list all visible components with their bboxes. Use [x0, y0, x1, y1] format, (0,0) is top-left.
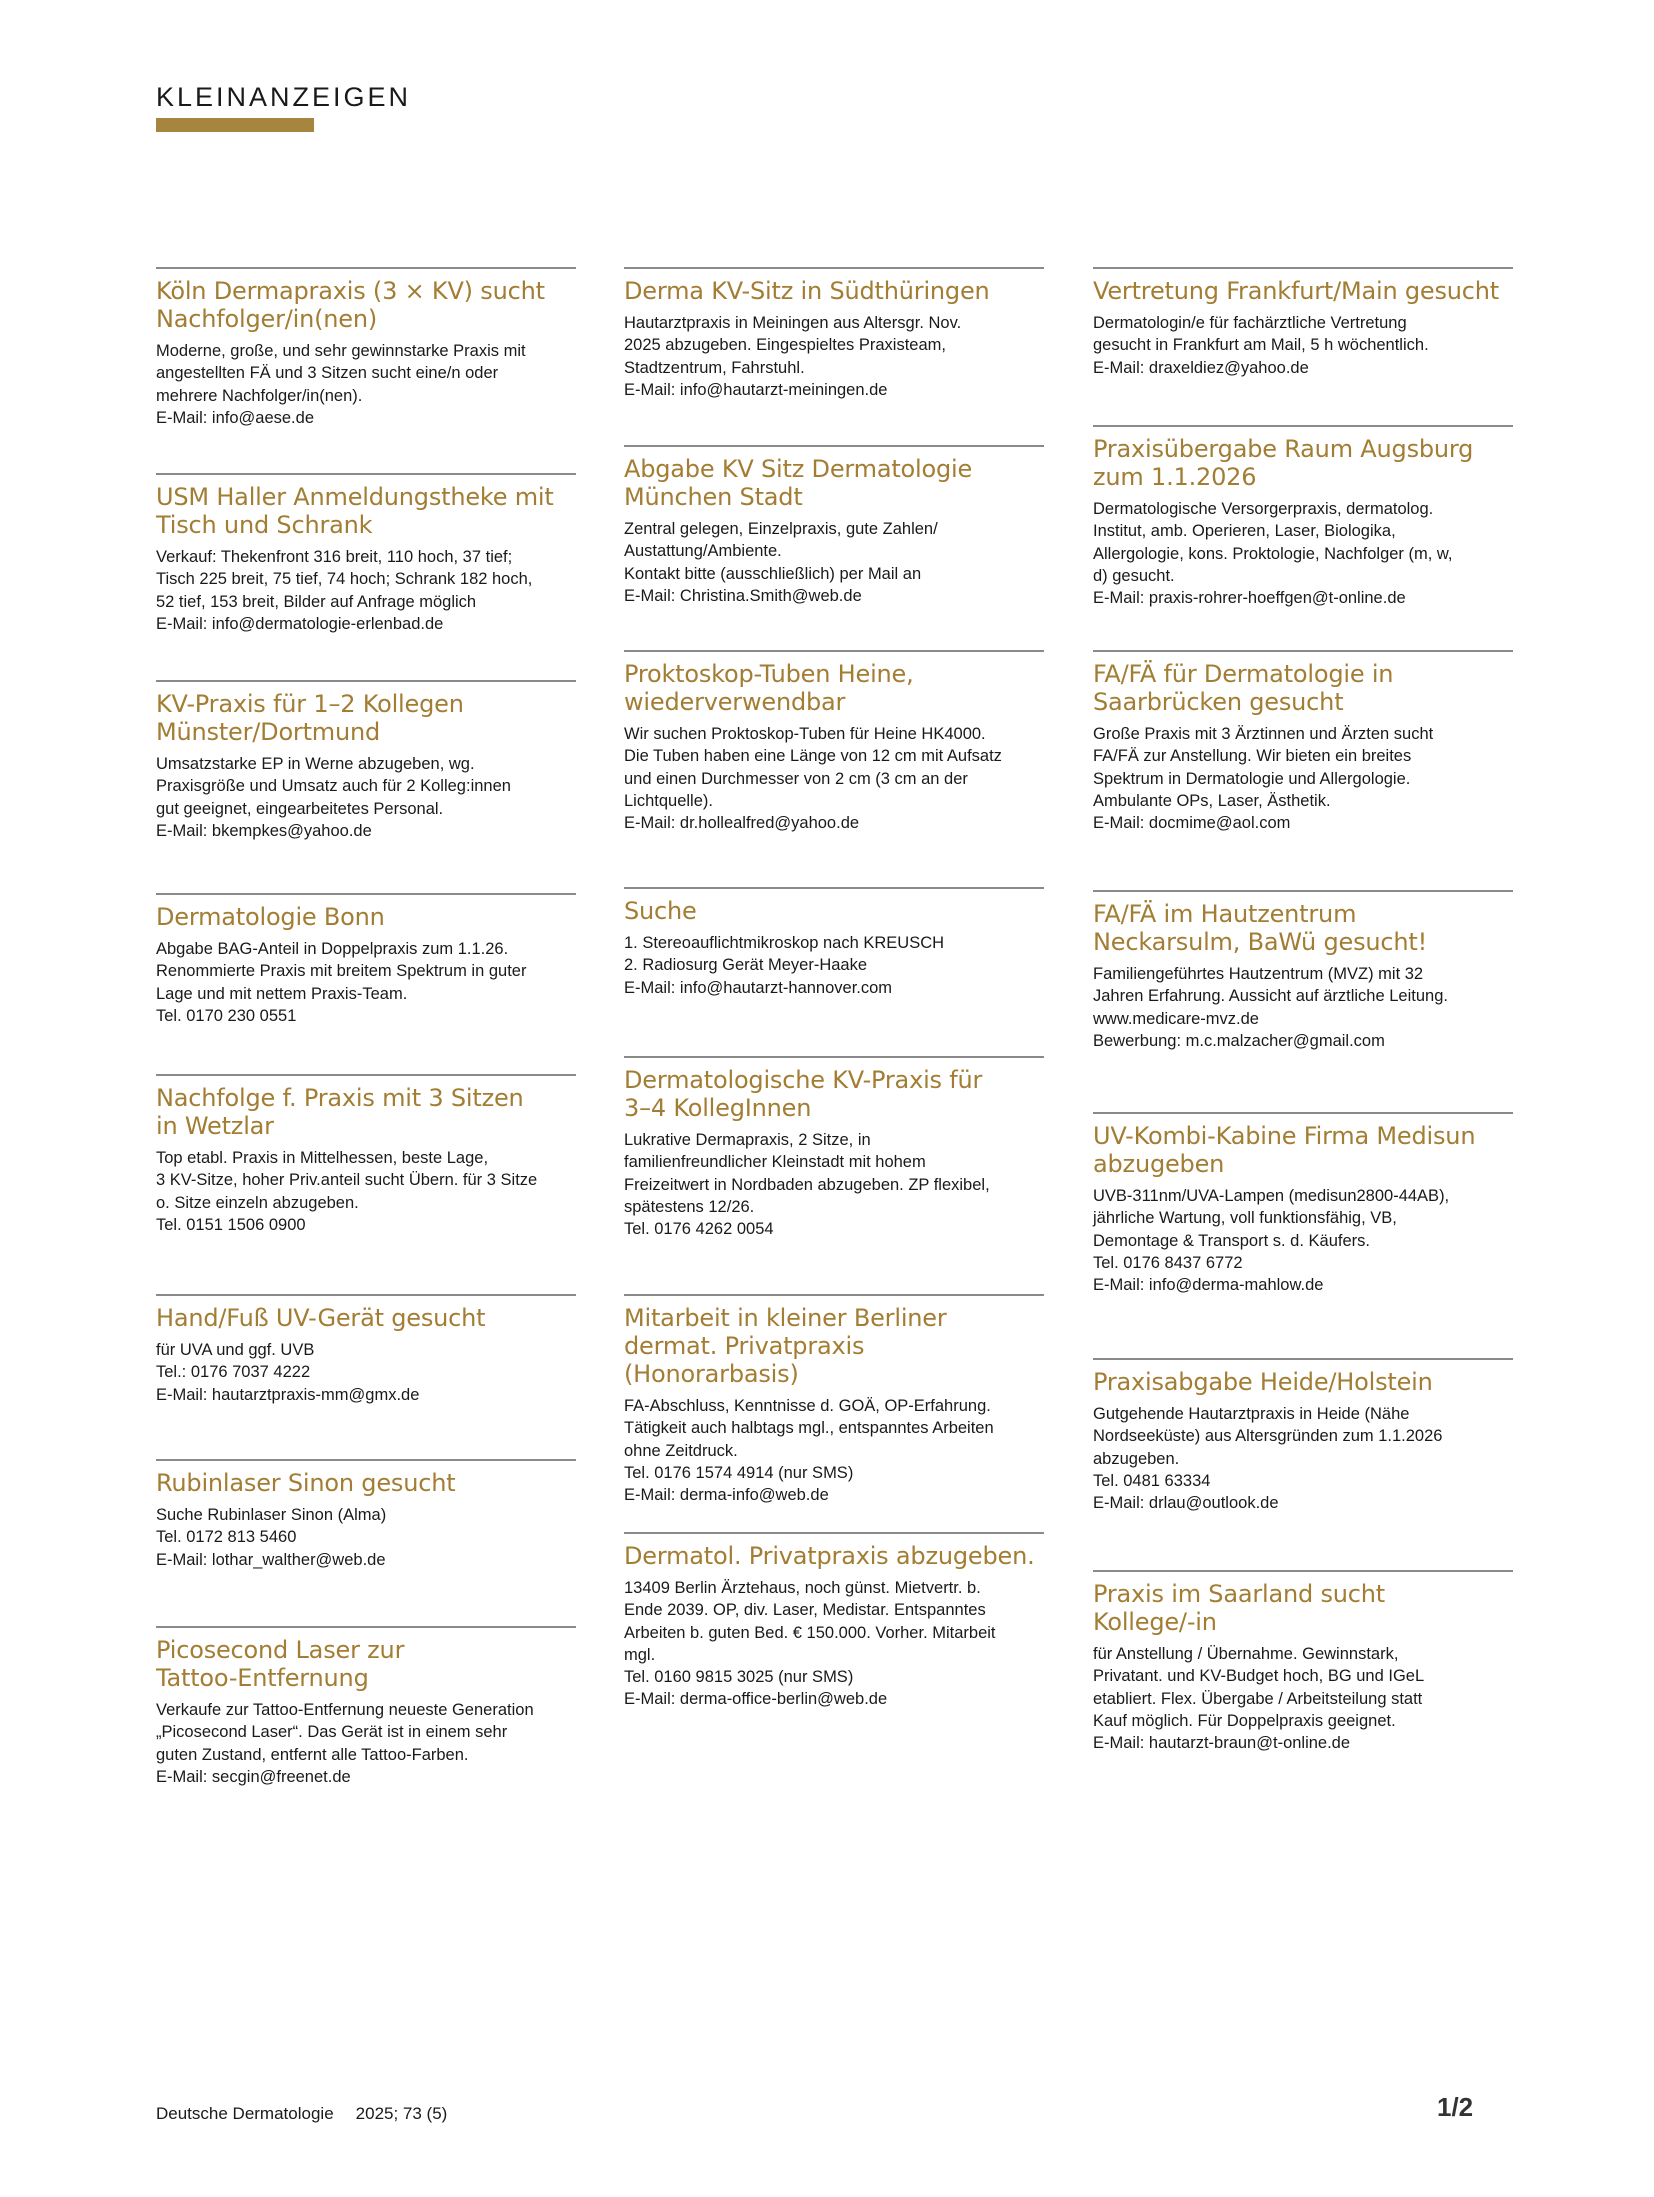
- section-title: KLEINANZEIGEN: [156, 82, 412, 112]
- classified-ad: [624, 445, 1044, 607]
- ad-body-line: Stadtzentrum, Fahrstuhl.: [624, 358, 805, 377]
- ad-title-line: Tattoo-Entfernung: [156, 1664, 369, 1692]
- ad-body: [1093, 312, 1513, 379]
- classified-ad: [156, 680, 576, 842]
- footer-journal: Deutsche Dermatologie: [156, 2104, 334, 2123]
- ad-body-line: abzugeben.: [1093, 1449, 1180, 1468]
- classified-ad: [1093, 1358, 1513, 1514]
- ad-title-line: Köln Dermapraxis (3 × KV) sucht: [156, 277, 545, 305]
- ad-body-line: für UVA und ggf. UVB: [156, 1341, 315, 1359]
- classified-ad: [624, 1056, 1044, 1240]
- ad-body-line: Große Praxis mit 3 Ärztinnen und Ärzten sucht: [1093, 725, 1434, 743]
- ad-contact-line: Tel. 0151 1506 0900: [156, 1215, 306, 1234]
- ad-body-line: Tätigkeit auch halbtags mgl., entspanntes Arbeiten: [624, 1419, 994, 1438]
- ad-title: [156, 277, 576, 333]
- ad-title-line: Suche: [624, 897, 697, 925]
- ad-body: [156, 938, 576, 1027]
- ad-title-line: Kollege/-in: [1093, 1608, 1217, 1636]
- ad-contact-line: Tel. 0170 230 0551: [156, 1006, 297, 1025]
- ad-body-line: ohne Zeitdruck.: [624, 1441, 738, 1460]
- ad-title: [1093, 1368, 1513, 1396]
- ad-title-line: Münster/Dortmund: [156, 718, 381, 746]
- ad-contact-line: E-Mail: lothar_walther@web.de: [156, 1550, 386, 1569]
- ad-title-line: 3–4 KollegInnen: [624, 1094, 812, 1122]
- ad-title-line: USM Haller Anmeldungstheke mit: [156, 483, 554, 511]
- ad-body-line: Jahren Erfahrung. Aussicht auf ärztliche Leitung.: [1093, 987, 1448, 1006]
- ad-contact-line: Tel.: 0176 7037 4222: [156, 1363, 311, 1382]
- ad-body-line: Suche Rubinlaser Sinon (Alma): [156, 1506, 387, 1524]
- ad-body-line: FA-Abschluss, Kenntnisse d. GOÄ, OP-Erfahrung.: [624, 1397, 991, 1415]
- ad-body-line: Verkaufe zur Tattoo-Entfernung neueste Generation: [156, 1701, 534, 1719]
- ad-body: [156, 546, 576, 635]
- ad-body: [624, 1395, 1044, 1506]
- ad-title: [1093, 277, 1513, 305]
- ad-body-line: UVB-311nm/UVA-Lampen (medisun2800-44AB),: [1093, 1187, 1450, 1205]
- ad-body-line: Die Tuben haben eine Länge von 12 cm mit Aufsatz: [624, 747, 1002, 766]
- ad-contact-line: E-Mail: draxeldiez@yahoo.de: [1093, 358, 1309, 377]
- ad-contact-line: E-Mail: derma-info@web.de: [624, 1486, 829, 1505]
- ad-body-line: Nordseeküste) aus Altersgründen zum 1.1.2026: [1093, 1427, 1443, 1446]
- ad-body-line: angestellten FÄ und 3 Sitzen sucht eine/n oder: [156, 364, 499, 383]
- ad-contact-line: E-Mail: docmime@aol.com: [1093, 814, 1291, 833]
- ad-body-line: Ende 2039. OP, div. Laser, Medistar. Entspanntes: [624, 1601, 986, 1620]
- classified-ad: [1093, 1570, 1513, 1754]
- ad-title-line: abzugeben: [1093, 1150, 1225, 1178]
- ad-body: [624, 518, 1044, 607]
- ad-title: [156, 1469, 576, 1497]
- classified-ad: [1093, 425, 1513, 609]
- ad-body-line: Zentral gelegen, Einzelpraxis, gute Zahlen/: [624, 520, 938, 538]
- ad-title-line: UV-Kombi-Kabine Firma Medisun: [1093, 1122, 1476, 1150]
- ad-title-line: Vertretung Frankfurt/Main gesucht: [1093, 277, 1500, 305]
- ad-body-line: Verkauf: Thekenfront 316 breit, 110 hoch, 37 tief;: [156, 548, 513, 566]
- ad-contact-line: www.medicare-mvz.de: [1093, 1009, 1259, 1028]
- ad-body-line: und einen Durchmesser von 2 cm (3 cm an der: [624, 769, 968, 788]
- classified-ad: [156, 893, 576, 1027]
- ad-contact-line: E-Mail: bkempkes@yahoo.de: [156, 821, 372, 840]
- ad-title: [156, 1304, 576, 1332]
- ad-body-line: Renommierte Praxis mit breitem Spektrum in guter: [156, 962, 527, 981]
- ad-body: [624, 1129, 1044, 1240]
- ad-body-line: Spektrum in Dermatologie und Allergologie.: [1093, 769, 1411, 788]
- ad-body-line: Kontakt bitte (ausschließlich) per Mail an: [624, 564, 922, 583]
- ad-title-line: Derma KV-Sitz in Südthüringen: [624, 277, 990, 305]
- classified-ad: [1093, 650, 1513, 834]
- ad-body-line: Arbeiten b. guten Bed. € 150.000. Vorher. Mitarbeit: [624, 1623, 996, 1642]
- ad-title: [156, 1084, 576, 1140]
- ad-contact-line: Tel. 0160 9815 3025 (nur SMS): [624, 1668, 854, 1687]
- ad-title: [624, 1542, 1044, 1570]
- ad-body-line: Privatant. und KV-Budget hoch, BG und IGeL: [1093, 1667, 1425, 1686]
- ad-body: [156, 1147, 576, 1236]
- ad-contact-line: Tel. 0176 1574 4914 (nur SMS): [624, 1463, 854, 1482]
- ad-body-line: mehrere Nachfolger/in(nen).: [156, 386, 363, 405]
- ad-title: [624, 897, 1044, 925]
- ad-title: [156, 690, 576, 746]
- ad-body: [156, 753, 576, 842]
- ad-contact-line: Tel. 0176 8437 6772: [1093, 1253, 1243, 1272]
- ad-body-line: Kauf möglich. Für Doppelpraxis geeignet.: [1093, 1711, 1396, 1730]
- ad-body-line: Dermatologische Versorgerpraxis, dermatolog.: [1093, 500, 1434, 518]
- ad-title-line: Nachfolger/in(nen): [156, 305, 378, 333]
- ad-body-line: gut geeignet, eingearbeitetes Personal.: [156, 799, 444, 818]
- classified-ad: [156, 473, 576, 635]
- ad-contact-line: E-Mail: hautarzt-braun@t-online.de: [1093, 1734, 1351, 1753]
- ad-title: [624, 277, 1044, 305]
- ad-contact-line: E-Mail: dr.hollealfred@yahoo.de: [624, 814, 860, 833]
- ad-body: [156, 340, 576, 429]
- ad-title: [624, 1066, 1044, 1122]
- ad-body-line: Demontage & Transport s. d. Käufers.: [1093, 1231, 1370, 1250]
- ad-body-line: Familiengeführtes Hautzentrum (MVZ) mit 32: [1093, 965, 1424, 983]
- ad-body: [1093, 1403, 1513, 1514]
- ad-title-line: Mitarbeit in kleiner Berliner: [624, 1304, 947, 1332]
- ad-body-line: 52 tief, 153 breit, Bilder auf Anfrage möglich: [156, 592, 477, 611]
- ad-title-line: Rubinlaser Sinon gesucht: [156, 1469, 456, 1497]
- ad-body-line: Wir suchen Proktoskop-Tuben für Heine HK4000.: [624, 725, 986, 743]
- classified-ad: [624, 1294, 1044, 1506]
- ad-title-line: KV-Praxis für 1–2 Kollegen: [156, 690, 464, 718]
- ad-body-line: Umsatzstarke EP in Werne abzugeben, wg.: [156, 755, 475, 773]
- ad-body: [624, 932, 1044, 999]
- ad-contact-line: E-Mail: info@aese.de: [156, 408, 314, 427]
- ad-title-line: Dermatologische KV-Praxis für: [624, 1066, 983, 1094]
- ad-body-line: Tisch 225 breit, 75 tief, 74 hoch; Schrank 182 hoch,: [156, 570, 533, 589]
- ad-body-line: jährliche Wartung, voll funktionsfähig, VB,: [1093, 1209, 1397, 1228]
- ad-body-line: mgl.: [624, 1645, 656, 1664]
- ad-body: [1093, 498, 1513, 609]
- ad-body-line: o. Sitze einzeln abzugeben.: [156, 1193, 359, 1212]
- ad-contact-line: E-Mail: info@hautarzt-hannover.com: [624, 978, 893, 997]
- ad-body: [1093, 723, 1513, 834]
- ad-title: [624, 660, 1044, 716]
- ad-body-line: Institut, amb. Operieren, Laser, Biologika,: [1093, 522, 1396, 541]
- ad-body-line: Hautarztpraxis in Meiningen aus Altersgr. Nov.: [624, 314, 962, 332]
- ad-title-line: Tisch und Schrank: [156, 511, 373, 539]
- ad-body-line: Moderne, große, und sehr gewinnstarke Praxis mit: [156, 342, 526, 360]
- ad-body-line: Allergologie, kons. Proktologie, Nachfolger (m, w,: [1093, 544, 1453, 563]
- ad-body-line: guten Zustand, entfernt alle Tattoo-Farben.: [156, 1745, 469, 1764]
- ad-title-line: Abgabe KV Sitz Dermatologie: [624, 455, 973, 483]
- ad-contact-line: E-Mail: secgin@freenet.de: [156, 1767, 351, 1786]
- ad-body-line: 2025 abzugeben. Eingespieltes Praxisteam,: [624, 336, 946, 355]
- classified-ad: [156, 1294, 576, 1406]
- ad-title-line: Dermatol. Privatpraxis abzugeben.: [624, 1542, 1035, 1570]
- ad-body-line: Lage und mit nettem Praxis-Team.: [156, 984, 408, 1003]
- ad-title-line: Praxis im Saarland sucht: [1093, 1580, 1386, 1608]
- ad-title: [1093, 660, 1513, 716]
- ad-body-line: für Anstellung / Übernahme. Gewinnstark,: [1093, 1645, 1399, 1663]
- ad-contact-line: E-Mail: Christina.Smith@web.de: [624, 586, 862, 605]
- ad-title-line: Praxisabgabe Heide/Holstein: [1093, 1368, 1433, 1396]
- ad-body-line: Austattung/Ambiente.: [624, 542, 782, 561]
- ad-title-line: Praxisübergabe Raum Augsburg: [1093, 435, 1474, 463]
- ad-body-line: familienfreundlicher Kleinstadt mit hohem: [624, 1153, 926, 1172]
- ad-body: [624, 1577, 1044, 1711]
- ad-body: [156, 1699, 576, 1788]
- ad-body-line: etabliert. Flex. Übergabe / Arbeitsteilung statt: [1093, 1689, 1423, 1708]
- page-number: 1/2: [1437, 2092, 1474, 2122]
- classified-ad: [624, 267, 1044, 401]
- ad-body-line: Lukrative Dermapraxis, 2 Sitze, in: [624, 1131, 871, 1149]
- classified-ad: [1093, 1112, 1513, 1296]
- classified-ad: [156, 1074, 576, 1236]
- ad-body-line: Dermatologin/e für fachärztliche Vertretung: [1093, 314, 1407, 332]
- ad-title-line: Proktoskop-Tuben Heine,: [624, 660, 914, 688]
- ad-title: [624, 455, 1044, 511]
- ad-body-line: Lichtquelle).: [624, 791, 713, 810]
- footer-issue: 2025; 73 (5): [355, 2104, 448, 2123]
- ad-title: [156, 1636, 576, 1692]
- ad-title-line: in Wetzlar: [156, 1112, 274, 1140]
- ad-body-line: 3 KV-Sitze, hoher Priv.anteil sucht Übern. für 3 Sitze: [156, 1171, 538, 1190]
- ad-title: [1093, 900, 1513, 956]
- ad-title-line: dermat. Privatpraxis (Honorarbasis): [624, 1332, 865, 1388]
- ad-body-line: FA/FÄ zur Anstellung. Wir bieten ein breites: [1093, 747, 1412, 766]
- footer-citation: [156, 2104, 447, 2124]
- ad-body-line: Freizeitwert in Nordbaden abzugeben. ZP flexibel,: [624, 1175, 990, 1194]
- ad-body-line: Praxisgröße und Umsatz auch für 2 Kolleg:innen: [156, 777, 511, 796]
- ad-contact-line: E-Mail: derma-office-berlin@web.de: [624, 1690, 888, 1709]
- ad-body-line: 1. Stereoauflichtmikroskop nach KREUSCH: [624, 934, 945, 952]
- ad-body: [1093, 1643, 1513, 1754]
- classified-ad: [1093, 890, 1513, 1052]
- ad-body-line: 13409 Berlin Ärztehaus, noch günst. Mietvertr. b.: [624, 1579, 981, 1597]
- ad-title-line: FA/FÄ für Dermatologie in: [1093, 660, 1394, 688]
- ad-contact-line: Bewerbung: m.c.malzacher@gmail.com: [1093, 1031, 1385, 1050]
- classified-ad: [624, 650, 1044, 834]
- ad-title: [156, 903, 576, 931]
- ad-title-line: wiederverwendbar: [624, 688, 846, 716]
- ad-title: [1093, 1580, 1513, 1636]
- ad-body: [156, 1504, 576, 1571]
- ad-body: [624, 312, 1044, 401]
- classified-ad: [156, 267, 576, 429]
- ad-body: [1093, 963, 1513, 1052]
- section-accent-bar: [156, 118, 314, 132]
- ad-title: [624, 1304, 1044, 1388]
- ad-body-line: Gutgehende Hautarztpraxis in Heide (Nähe: [1093, 1405, 1410, 1423]
- ad-body: [624, 723, 1044, 834]
- ad-body-line: Abgabe BAG-Anteil in Doppelpraxis zum 1.1.26.: [156, 940, 509, 958]
- classified-ad: [156, 1459, 576, 1571]
- ad-contact-line: E-Mail: hautarztpraxis-mm@gmx.de: [156, 1385, 420, 1404]
- ad-title-line: Dermatologie Bonn: [156, 903, 385, 931]
- ad-title-line: Nachfolge f. Praxis mit 3 Sitzen: [156, 1084, 524, 1112]
- ad-title: [1093, 1122, 1513, 1178]
- ad-title-line: Hand/Fuß UV-Gerät gesucht: [156, 1304, 486, 1332]
- classified-ad: [156, 1626, 576, 1788]
- classified-ad: [624, 887, 1044, 999]
- ad-title-line: FA/FÄ im Hautzentrum: [1093, 900, 1357, 928]
- ad-body-line: gesucht in Frankfurt am Mail, 5 h wöchentlich.: [1093, 336, 1429, 355]
- ad-body-line: „Picosecond Laser“. Das Gerät ist in einem sehr: [156, 1723, 508, 1742]
- ad-title: [156, 483, 576, 539]
- ad-body: [156, 1339, 576, 1406]
- ad-contact-line: E-Mail: info@derma-mahlow.de: [1093, 1276, 1324, 1295]
- ad-contact-line: Tel. 0172 813 5460: [156, 1528, 297, 1547]
- ad-title-line: München Stadt: [624, 483, 803, 511]
- ad-contact-line: E-Mail: praxis-rohrer-hoeffgen@t-online.de: [1093, 589, 1406, 608]
- ad-body: [1093, 1185, 1513, 1296]
- ad-contact-line: Tel. 0176 4262 0054: [624, 1220, 774, 1239]
- ad-body-line: spätestens 12/26.: [624, 1197, 755, 1216]
- ad-contact-line: Tel. 0481 63334: [1093, 1471, 1211, 1490]
- classified-ad: [624, 1532, 1044, 1711]
- ad-contact-line: E-Mail: info@dermatologie-erlenbad.de: [156, 614, 444, 633]
- ad-contact-line: E-Mail: info@hautarzt-meiningen.de: [624, 380, 888, 399]
- ad-title-line: zum 1.1.2026: [1093, 463, 1257, 491]
- ad-contact-line: E-Mail: drlau@outlook.de: [1093, 1494, 1279, 1513]
- classified-ad: [1093, 267, 1513, 379]
- ad-body-line: d) gesucht.: [1093, 566, 1175, 585]
- ad-title-line: Neckarsulm, BaWü gesucht!: [1093, 928, 1428, 956]
- ad-title-line: Picosecond Laser zur: [156, 1636, 405, 1664]
- ad-title: [1093, 435, 1513, 491]
- ad-title-line: Saarbrücken gesucht: [1093, 688, 1344, 716]
- ad-body-line: Ambulante OPs, Laser, Ästhetik.: [1093, 791, 1331, 810]
- ad-body-line: 2. Radiosurg Gerät Meyer-Haake: [624, 956, 868, 975]
- ad-body-line: Top etabl. Praxis in Mittelhessen, beste Lage,: [156, 1149, 489, 1167]
